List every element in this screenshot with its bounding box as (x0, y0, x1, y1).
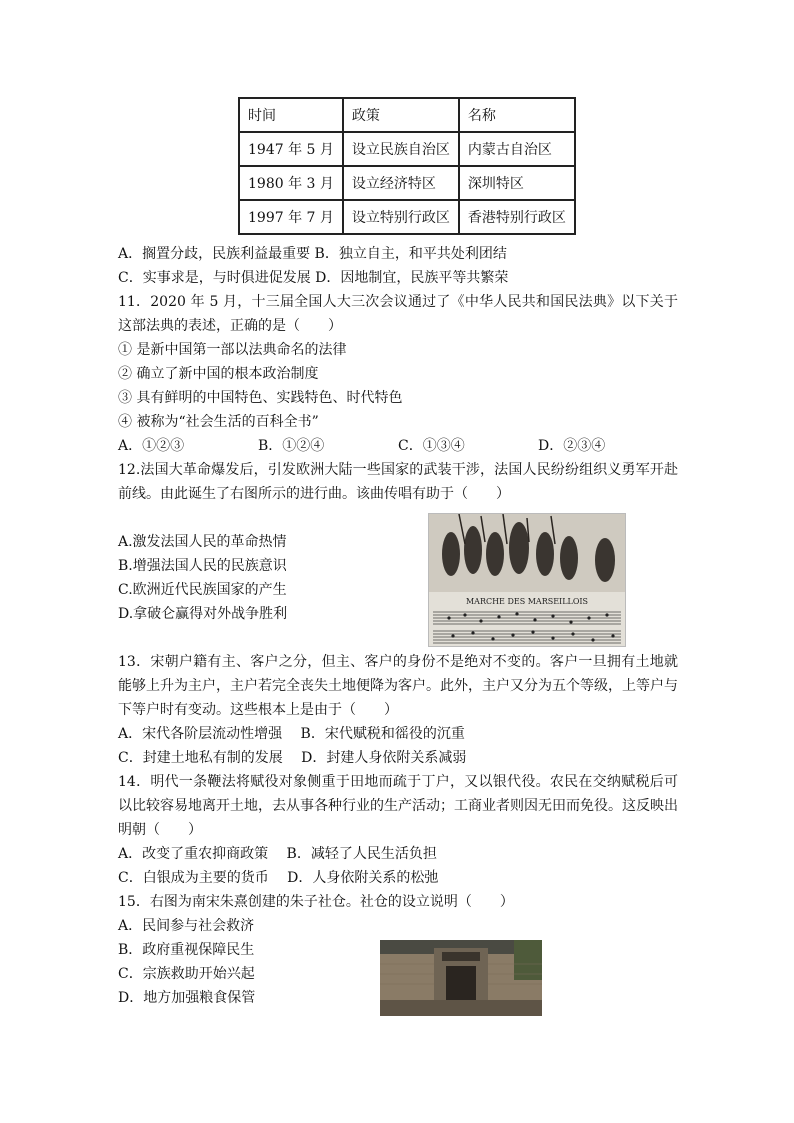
q11-item-2: ② 确立了新中国的根本政治制度 (118, 366, 319, 382)
q11-stem: 11．2020 年 5 月，十三届全国人大三次会议通过了《中华人民共和国民法典》以下关于这部法典的表述，正确的是（ ） (118, 294, 678, 334)
music-title: MARCHE DES MARSEILLOIS (465, 597, 589, 606)
table-cell: 设立特别行政区 (343, 200, 459, 234)
table-cell: 设立经济特区 (343, 166, 459, 200)
table-cell: 政策 (343, 98, 459, 132)
table-cell: 名称 (459, 98, 575, 132)
policy-table (238, 97, 576, 235)
q15-option-c: C．宗族救助开始兴起 (118, 966, 255, 982)
q11-option-d: D．②③④ (538, 438, 606, 454)
q11-item-4: ④ 被称为“社会生活的百科全书” (118, 414, 319, 430)
granary-building-photo (380, 940, 542, 1016)
q14-options-cd: C．白银成为主要的货币 D．人身依附关系的松弛 (118, 870, 439, 886)
q15-option-d: D．地方加强粮食保管 (118, 990, 256, 1006)
zhuzi-granary-photo (380, 940, 542, 1016)
table-row (239, 132, 575, 166)
q11-options (118, 434, 678, 458)
q15-stem: 15．右图为南宋朱熹创建的朱子社仓。社仓的设立说明（ ） (118, 894, 514, 910)
table-cell: 内蒙古自治区 (459, 132, 575, 166)
q10-options-ab: A．搁置分歧，民族利益最重要 B．独立自主，和平共处利团结 (118, 246, 507, 262)
table-row (239, 166, 575, 200)
marching-soldiers-engraving (429, 514, 625, 646)
marseillaise-illustration (428, 513, 626, 647)
q12-option-c: C.欧洲近代民族国家的产生 (118, 582, 287, 598)
q15-option-a: A．民间参与社会救济 (118, 918, 255, 934)
q15-option-b: B．政府重视保障民生 (118, 942, 255, 958)
q12-stem: 12.法国大革命爆发后，引发欧洲大陆一些国家的武装干涉，法国人民纷纷组织义勇军开赴前线。由此诞生了右图所示的进行曲。该曲传唱有助于（ ） (118, 462, 678, 502)
table-cell: 设立民族自治区 (343, 132, 459, 166)
q10-options-cd: C．实事求是，与时俱进促发展 D．因地制宜，民族平等共繁荣 (118, 270, 509, 286)
q12-option-d: D.拿破仑赢得对外战争胜利 (118, 606, 288, 622)
q13-stem: 13．宋朝户籍有主、客户之分，但主、客户的身份不是绝对不变的。客户一旦拥有土地就能够上升为主户，主户若完全丧失土地便降为客户。此外，主户又分为五个等级，上等户与下等户时有变动。这些根本上是由于（ ） (118, 654, 678, 718)
table-cell: 1947 年 5 月 (239, 132, 343, 166)
q14-stem: 14．明代一条鞭法将赋役对象侧重于田地而疏于丁户，又以银代役。农民在交纳赋税后可以比较容易地离开土地，去从事各种行业的生产活动；工商业者则因无田而免役。这反映出明朝（ ） (118, 774, 678, 838)
q13-options-ab: A．宋代各阶层流动性增强 B．宋代赋税和徭役的沉重 (118, 726, 465, 742)
q11-option-b: B．①②④ (258, 438, 325, 454)
q11-item-1: ① 是新中国第一部以法典命名的法律 (118, 342, 347, 358)
table-cell: 1997 年 7 月 (239, 200, 343, 234)
table-cell: 1980 年 3 月 (239, 166, 343, 200)
q11-option-c: C．①③④ (398, 438, 465, 454)
table-cell: 时间 (239, 98, 343, 132)
table-header-row (239, 98, 575, 132)
table-row (239, 200, 575, 234)
q12-option-a: A.激发法国人民的革命热情 (118, 534, 287, 550)
table-cell: 香港特别行政区 (459, 200, 575, 234)
q11-option-a: A．①②③ (118, 438, 185, 454)
table-cell: 深圳特区 (459, 166, 575, 200)
q14-options-ab: A．改变了重农抑商政策 B．减轻了人民生活负担 (118, 846, 437, 862)
q12-option-b: B.增强法国人民的民族意识 (118, 558, 287, 574)
q13-options-cd: C．封建土地私有制的发展 D．封建人身依附关系减弱 (118, 750, 467, 766)
q11-item-3: ③ 具有鲜明的中国特色、实践特色、时代特色 (118, 390, 403, 406)
